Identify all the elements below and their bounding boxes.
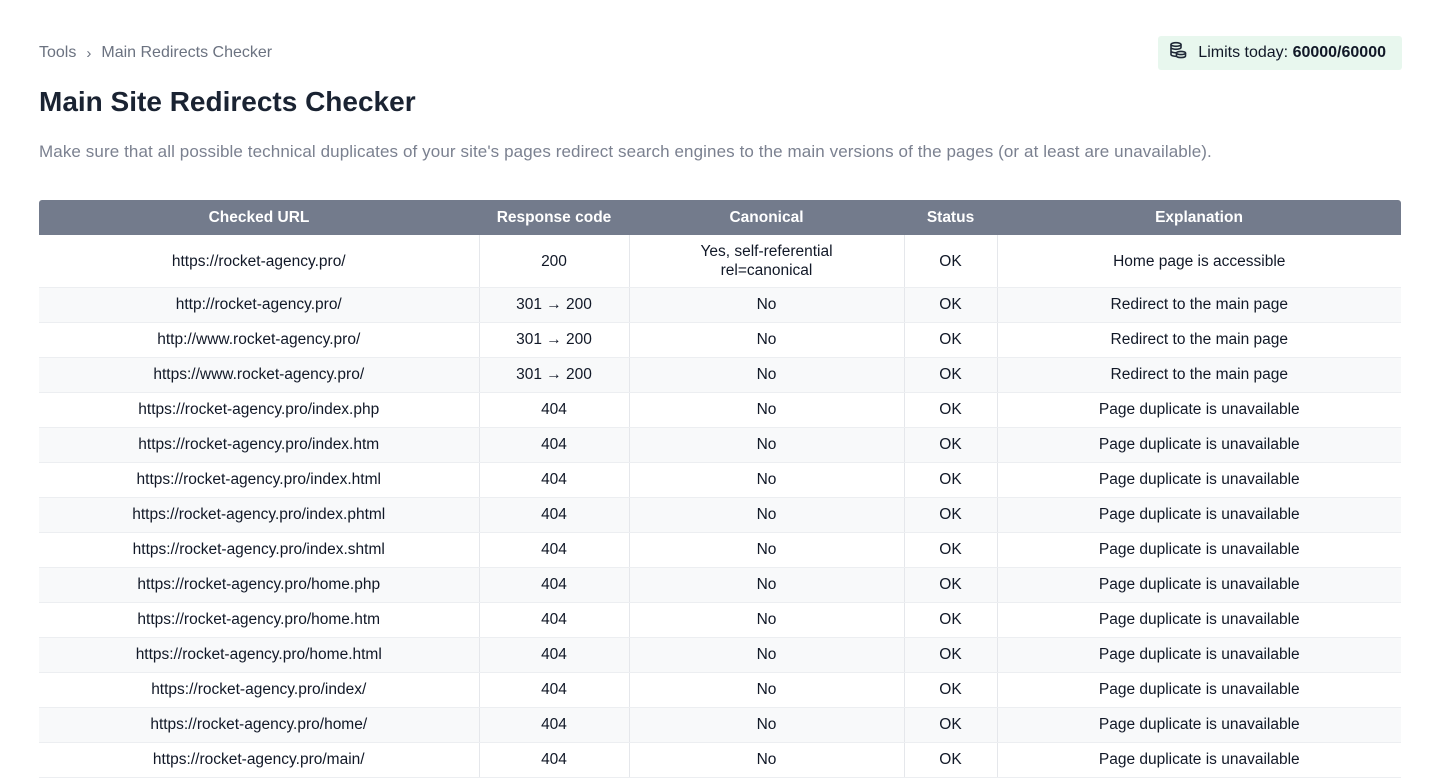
page-description: Make sure that all possible technical duplicates of your site's pages redirect search engines to the main versions of the pages (or at least are unavailable).: [39, 142, 1212, 161]
cell-status: OK: [904, 463, 997, 498]
cell-status: OK: [904, 428, 997, 463]
cell-explanation: Redirect to the main page: [997, 323, 1401, 358]
cell-response-code: 404: [479, 533, 629, 568]
cell-canonical: No: [629, 568, 904, 603]
chevron-right-icon: ›: [86, 44, 92, 62]
table-row: [39, 393, 1401, 428]
cell-checked-url: https://rocket-agency.pro/index.php: [39, 393, 479, 428]
cell-canonical: No: [629, 498, 904, 533]
cell-response-code: 301 → 200: [479, 288, 629, 323]
cell-status: OK: [904, 568, 997, 603]
cell-checked-url: https://rocket-agency.pro/home/: [39, 708, 479, 743]
cell-explanation: Redirect to the main page: [997, 288, 1401, 323]
cell-explanation: Redirect to the main page: [997, 358, 1401, 393]
cell-response-code: 404: [479, 638, 629, 673]
cell-status: OK: [904, 288, 997, 323]
coins-icon: [1168, 41, 1188, 66]
cell-response-code: 404: [479, 708, 629, 743]
canonical-text: Yes, self-referential rel=canonical: [700, 243, 833, 279]
table-row: [39, 708, 1401, 743]
cell-explanation: Page duplicate is unavailable: [997, 708, 1401, 743]
cell-status: OK: [904, 638, 997, 673]
cell-canonical: No: [629, 428, 904, 463]
page-title: Main Site Redirects Checker: [39, 86, 416, 117]
cell-canonical: No: [629, 288, 904, 323]
cell-canonical: No: [629, 603, 904, 638]
cell-response-code: 404: [479, 743, 629, 778]
cell-canonical: [629, 235, 904, 288]
cell-response-code: 301 → 200: [479, 358, 629, 393]
cell-status: OK: [904, 323, 997, 358]
cell-canonical: No: [629, 533, 904, 568]
cell-response-code: 200: [479, 235, 629, 288]
cell-response-code: 404: [479, 393, 629, 428]
cell-checked-url: https://rocket-agency.pro/: [39, 235, 479, 288]
cell-explanation: Page duplicate is unavailable: [997, 393, 1401, 428]
breadcrumb-current: Main Redirects Checker: [101, 44, 273, 61]
col-response-code: Response code: [479, 200, 629, 235]
table-header-row: [39, 200, 1401, 235]
table-row: [39, 743, 1401, 778]
table-row: [39, 323, 1401, 358]
table-row: [39, 568, 1401, 603]
table-row: [39, 288, 1401, 323]
cell-canonical: No: [629, 673, 904, 708]
cell-canonical: No: [629, 393, 904, 428]
table-row: [39, 358, 1401, 393]
results-table-wrapper: [39, 200, 1401, 778]
cell-checked-url: https://rocket-agency.pro/index.phtml: [39, 498, 479, 533]
table-row: [39, 235, 1401, 288]
cell-status: OK: [904, 393, 997, 428]
breadcrumb: [39, 44, 272, 62]
cell-checked-url: https://rocket-agency.pro/index.shtml: [39, 533, 479, 568]
table-row: [39, 428, 1401, 463]
cell-explanation: Page duplicate is unavailable: [997, 743, 1401, 778]
table-row: [39, 638, 1401, 673]
cell-checked-url: https://rocket-agency.pro/home.html: [39, 638, 479, 673]
cell-checked-url: https://rocket-agency.pro/main/: [39, 743, 479, 778]
cell-checked-url: https://rocket-agency.pro/home.htm: [39, 603, 479, 638]
cell-checked-url: https://www.rocket-agency.pro/: [39, 358, 479, 393]
cell-explanation: Page duplicate is unavailable: [997, 463, 1401, 498]
cell-explanation: Page duplicate is unavailable: [997, 603, 1401, 638]
breadcrumb-tools-link[interactable]: Tools: [39, 44, 77, 61]
cell-status: OK: [904, 673, 997, 708]
cell-status: OK: [904, 708, 997, 743]
col-checked-url: Checked URL: [39, 200, 479, 235]
cell-checked-url: http://rocket-agency.pro/: [39, 288, 479, 323]
cell-checked-url: https://rocket-agency.pro/index.htm: [39, 428, 479, 463]
cell-explanation: Page duplicate is unavailable: [997, 568, 1401, 603]
cell-response-code: 404: [479, 568, 629, 603]
cell-canonical: No: [629, 638, 904, 673]
cell-status: OK: [904, 603, 997, 638]
cell-canonical: No: [629, 708, 904, 743]
cell-checked-url: https://rocket-agency.pro/home.php: [39, 568, 479, 603]
cell-explanation: Page duplicate is unavailable: [997, 673, 1401, 708]
col-explanation: Explanation: [997, 200, 1401, 235]
cell-canonical: No: [629, 743, 904, 778]
cell-checked-url: https://rocket-agency.pro/index/: [39, 673, 479, 708]
cell-explanation: Page duplicate is unavailable: [997, 498, 1401, 533]
cell-explanation: Page duplicate is unavailable: [997, 428, 1401, 463]
cell-status: OK: [904, 533, 997, 568]
cell-checked-url: https://rocket-agency.pro/index.html: [39, 463, 479, 498]
results-table: [39, 200, 1401, 778]
cell-response-code: 301 → 200: [479, 323, 629, 358]
table-row: [39, 673, 1401, 708]
cell-status: OK: [904, 235, 997, 288]
col-status: Status: [904, 200, 997, 235]
table-row: [39, 603, 1401, 638]
table-row: [39, 533, 1401, 568]
limits-label: Limits today:: [1198, 44, 1289, 61]
limits-badge: [1158, 36, 1402, 70]
cell-canonical: No: [629, 358, 904, 393]
cell-canonical: No: [629, 463, 904, 498]
cell-explanation: Home page is accessible: [997, 235, 1401, 288]
cell-response-code: 404: [479, 498, 629, 533]
table-row: [39, 463, 1401, 498]
cell-response-code: 404: [479, 463, 629, 498]
cell-explanation: Page duplicate is unavailable: [997, 533, 1401, 568]
cell-status: OK: [904, 358, 997, 393]
table-row: [39, 498, 1401, 533]
cell-response-code: 404: [479, 673, 629, 708]
cell-status: OK: [904, 498, 997, 533]
cell-response-code: 404: [479, 428, 629, 463]
cell-response-code: 404: [479, 603, 629, 638]
cell-explanation: Page duplicate is unavailable: [997, 638, 1401, 673]
limits-value: 60000/60000: [1292, 44, 1386, 61]
col-canonical: Canonical: [629, 200, 904, 235]
cell-checked-url: http://www.rocket-agency.pro/: [39, 323, 479, 358]
cell-canonical: No: [629, 323, 904, 358]
cell-status: OK: [904, 743, 997, 778]
